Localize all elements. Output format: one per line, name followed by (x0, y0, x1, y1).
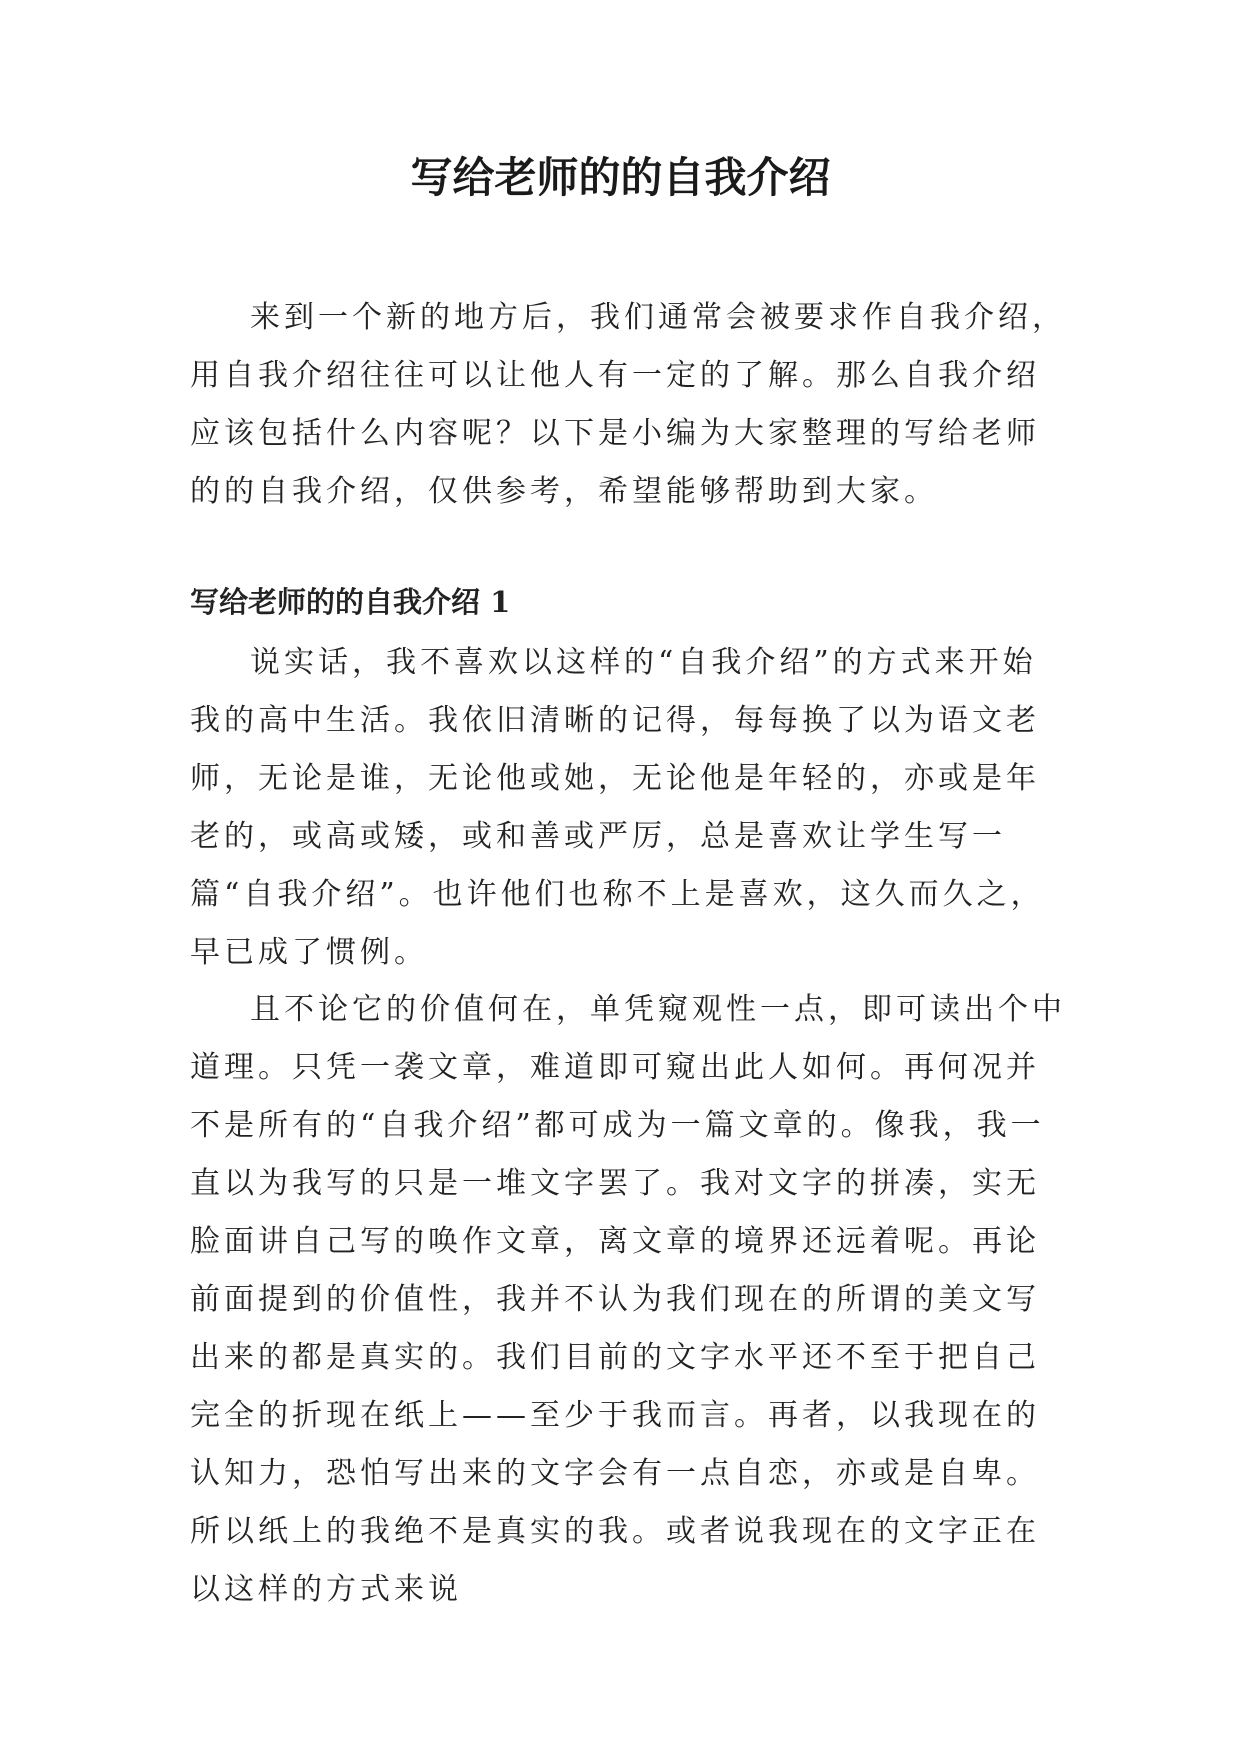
intro-paragraph: 来到一个新的地方后，我们通常会被要求作自我介绍，用自我介绍往往可以让他人有一定的了解。那么自我介绍应该包括什么内容呢？以下是小编为大家整理的写给老师的的自我介绍，仅供参考，希望能够帮助到大家。 (190, 300, 1066, 509)
body-paragraph-2: 且不论它的价值何在，单凭窥观性一点，即可读出个中道理。只凭一袭文章，难道即可窥出此人如何。再何况并不是所有的“自我介绍”都可成为一篇文章的。像我，我一直以为我写的只是一堆文字罢了。我对文字的拼凑，实无脸面讲自己写的唤作文章，离文章的境界还远着呢。再论前面提到的价值性，我并不认为我们现在的所谓的美文写出来的都是真实的。我们目前的文字水平还不至于把自己完全的折现在纸上——至少于我而言。再者，以我现在的认知力，恐怕写出来的文字会有一点自恋，亦或是自卑。所以纸上的我绝不是真实的我。或者说我现在的文字正在以这样的方式来说 (190, 992, 1066, 1607)
document-title: 写给老师的的自我介绍 (410, 153, 831, 202)
section-heading: 写给老师的的自我介绍 1 (190, 585, 511, 619)
body-paragraph-1: 说实话，我不喜欢以这样的“自我介绍”的方式来开始我的高中生活。我依旧清晰的记得，每每换了以为语文老师，无论是谁，无论他或她，无论他是年轻的，亦或是年老的，或高或矮，或和善或严厉，总是喜欢让学生写一篇“自我介绍”。也许他们也称不上是喜欢，这久而久之，早已成了惯例。 (190, 645, 1045, 970)
